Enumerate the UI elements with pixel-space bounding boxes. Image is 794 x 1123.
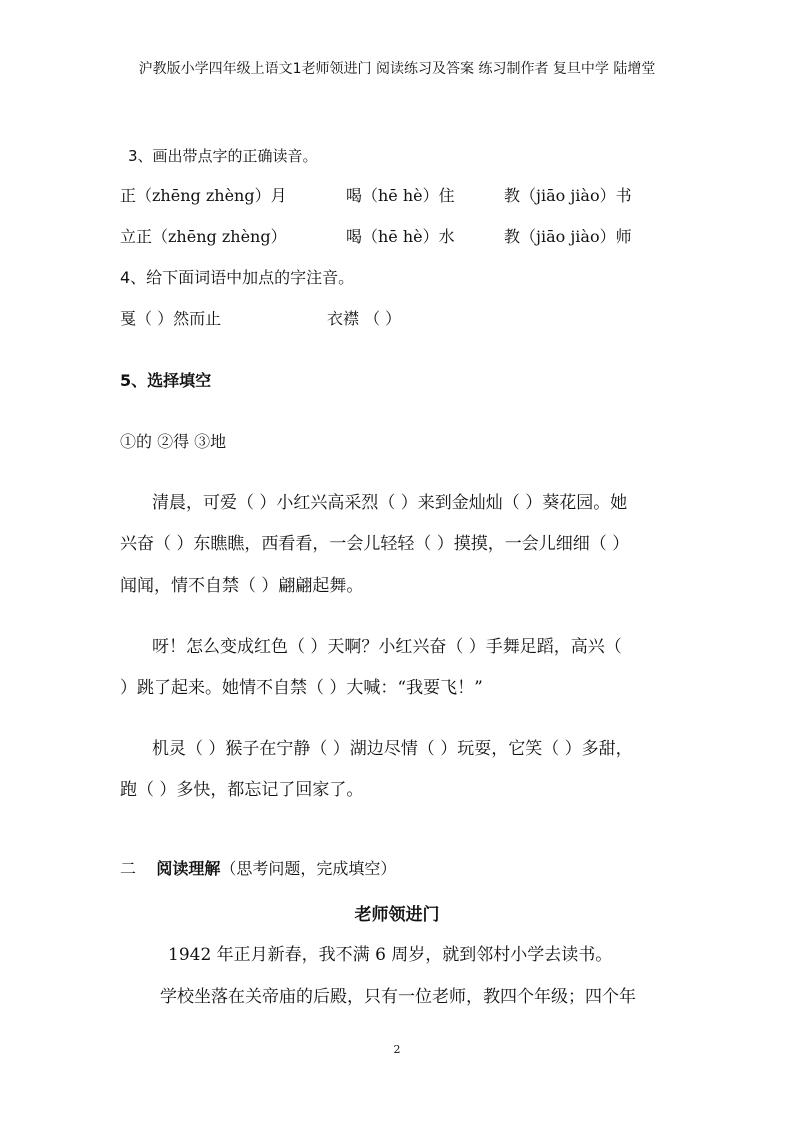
q4-item1: 戛（ ）然而止 [120, 309, 222, 328]
q5-options: ①的 ②得 ③地 [120, 432, 227, 451]
q5-p3-line1: 机灵（ ）猴子在宁静（ ）湖边尽情（ ）玩耍，它笑（ ）多甜， [152, 739, 633, 759]
q3-row1-item2: 喝（hē hè）住 [346, 186, 455, 205]
q5-p2-line1: 呀！怎么变成红色（ ）天啊？小红兴奋（ ）手舞足蹈，高兴（ [152, 637, 622, 657]
section-title: 阅读理解 [156, 859, 221, 878]
page-header: 沪教版小学四年级上语文1老师领进门 阅读练习及答案 练习制作者 复旦中学 陆增堂 [138, 61, 656, 77]
q5-p2-line2: ）跳了起来。她情不自禁（ ）大喊：“我要飞！” [120, 678, 483, 698]
section-number: 二 [120, 859, 137, 878]
q5-p3-line2: 跑（ ）多快，都忘记了回家了。 [120, 780, 364, 800]
page-number: 2 [393, 1043, 401, 1056]
q5-p1-line3: 闻闻，情不自禁（ ）翩翩起舞。 [120, 576, 364, 596]
q3-row1-item3: 教（jiāo jiào）书 [504, 186, 632, 205]
q3-row2-item2: 喝（hē hè）水 [346, 227, 455, 246]
q3-row2-item3: 教（jiāo jiào）师 [504, 227, 632, 246]
passage-title: 老师领进门 [354, 905, 440, 925]
q3-row1-item1: 正（zhēng zhèng）月 [120, 186, 287, 205]
question-5-title: 5、选择填空 [120, 371, 212, 390]
section-subtitle: （思考问题，完成填空） [220, 859, 397, 878]
passage-line-1: 1942 年正月新春，我不满 6 周岁，就到邻村小学去读书。 [168, 945, 613, 965]
question-3-title: 3、画出带点字的正确读音。 [128, 147, 318, 165]
q4-item2: 衣襟 （ ） [327, 309, 402, 328]
passage-line-2: 学校坐落在关帝庙的后殿，只有一位老师，教四个年级；四个年 [160, 987, 636, 1007]
question-4-title: 4、给下面词语中加点的字注音。 [120, 268, 355, 287]
q5-p1-line1: 清晨，可爱（ ）小红兴高采烈（ ）来到金灿灿（ ）葵花园。她 [152, 493, 628, 513]
q3-row2-item1: 立正（zhēng zhèng） [120, 227, 287, 246]
q5-p1-line2: 兴奋（ ）东瞧瞧，西看看，一会儿轻轻（ ）摸摸，一会儿细细（ ） [120, 534, 630, 554]
section-2-heading [120, 856, 396, 879]
